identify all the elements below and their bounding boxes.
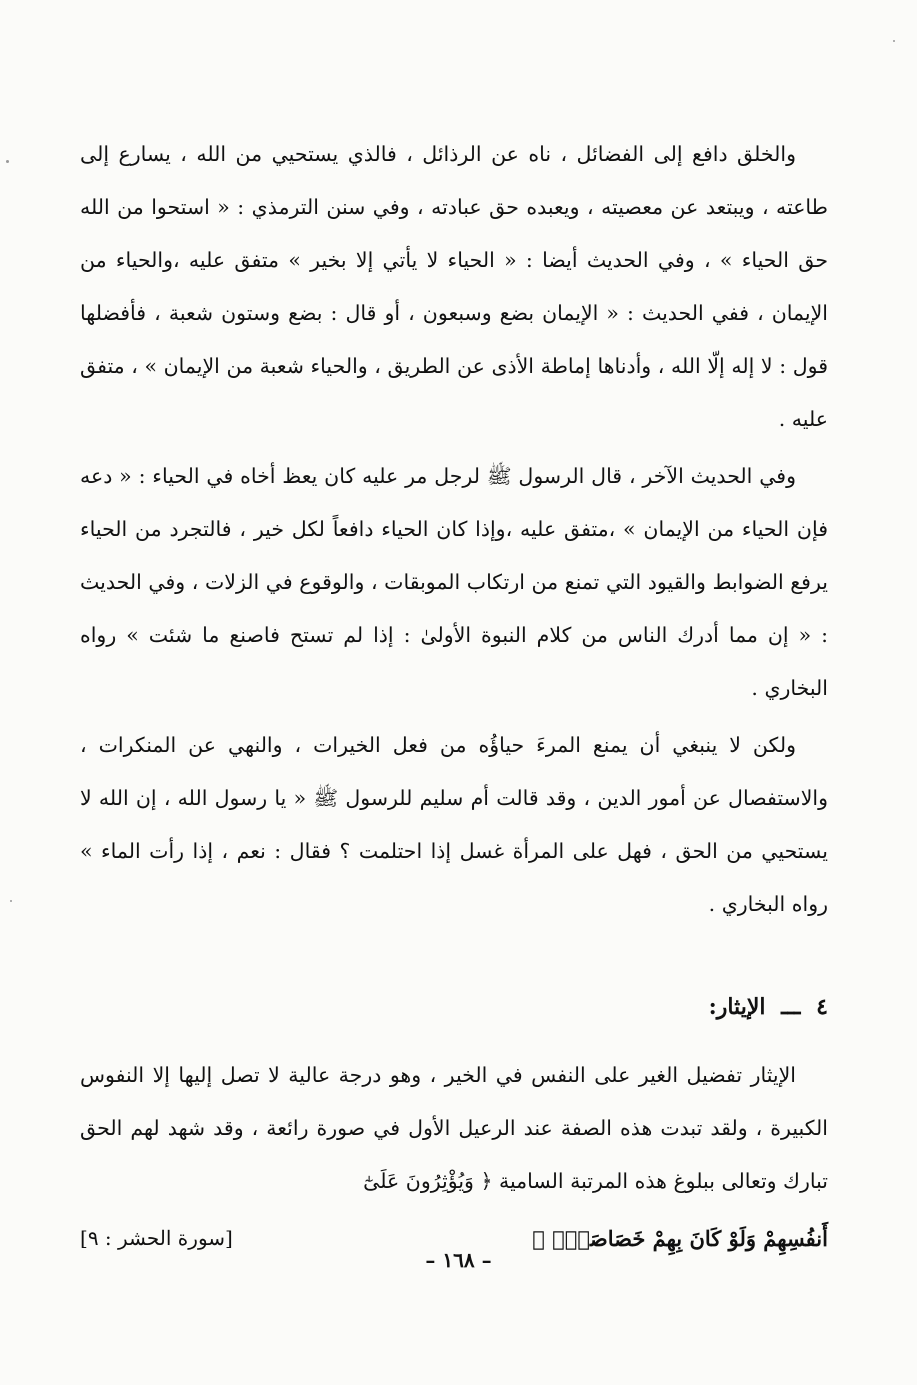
section-number: ٤ [816, 994, 828, 1020]
page-body [80, 128, 828, 1265]
page-number: – ١٦٨ – [425, 1248, 492, 1272]
verse-reference: [سورة الحشر : ٩] [80, 1226, 233, 1250]
scan-speck [893, 40, 895, 42]
paragraph-modesty-hadith: وفي الحديث الآخر ، قال الرسول ﷺ لرجل مر عليه كان يعظ أخاه في الحياء : « دعه فإن الحياء من الإيمان » ،متفق عليه ،وإذا كان الحياء دافعاً لكل خير ، فالتجرد من الحياء يرفع الضوابط والقيود التي تمنع من ارتكاب الموبقات ، والوقوع في الزلات ، وفي الحديث : « إن مما أدرك الناس من كلام النبوة الأولىٰ : إذا لم تستح فاصنع ما شئت » رواه البخاري . [80, 464, 828, 700]
section-dash: ـــ [781, 994, 801, 1020]
paragraph-modesty-intro: والخلق دافع إلى الفضائل ، ناه عن الرذائل ، فالذي يستحيي من الله ، يسارع إلى طاعته ، ويبتعد عن معصيته ، ويعبده حق عبادته ، وفي سنن الترمذي : « استحوا من الله حق الحياء » ، وفي الحديث أيضا : « الحياء لا يأتي إلا بخير » متفق عليه ،والحياء من الإيمان ، ففي الحديث : « الإيمان بضع وسبعون ، أو قال : بضع وستون شعبة ، فأفضلها قول : لا إله إلّا الله ، وأدناها إماطة الأذى عن الطريق ، والحياء شعبة من الإيمان » ، متفق عليه . [80, 142, 828, 431]
section-title: الإيثار: [708, 994, 766, 1020]
scan-speck [6, 160, 9, 163]
paragraph-modesty-limits: ولكن لا ينبغي أن يمنع المرءَ حياؤُه من فعل الخيرات ، والنهي عن المنكرات ، والاستفصال عن أمور الدين ، وقد قالت أم سليم للرسول ﷺ « يا رسول الله ، إن الله لا يستحيي من الحق ، فهل على المرأة غسل إذا احتلمت ؟ فقال : نعم ، إذا رأت الماء » رواه البخاري . [80, 733, 828, 916]
section-heading [80, 987, 828, 1027]
scan-speck [10, 900, 12, 902]
quran-verse: أَنفُسِهِمْ وَلَوْ كَانَ بِهِمْ خَصَاصَةٌۚ ﴾ [532, 1226, 828, 1251]
paragraph-altruism: الإيثار تفضيل الغير على النفس في الخير ، وهو درجة عالية لا تصل إليها إلا النفوس الكبيرة ، ولقد تبدت هذه الصفة عند الرعيل الأول في صورة رائعة ، وقد شهد لهم الحق تبارك وتعالى ببلوغ هذه المرتبة السامية ﴿ وَيُؤْثِرُونَ عَلَىٰٓ [80, 1063, 828, 1193]
